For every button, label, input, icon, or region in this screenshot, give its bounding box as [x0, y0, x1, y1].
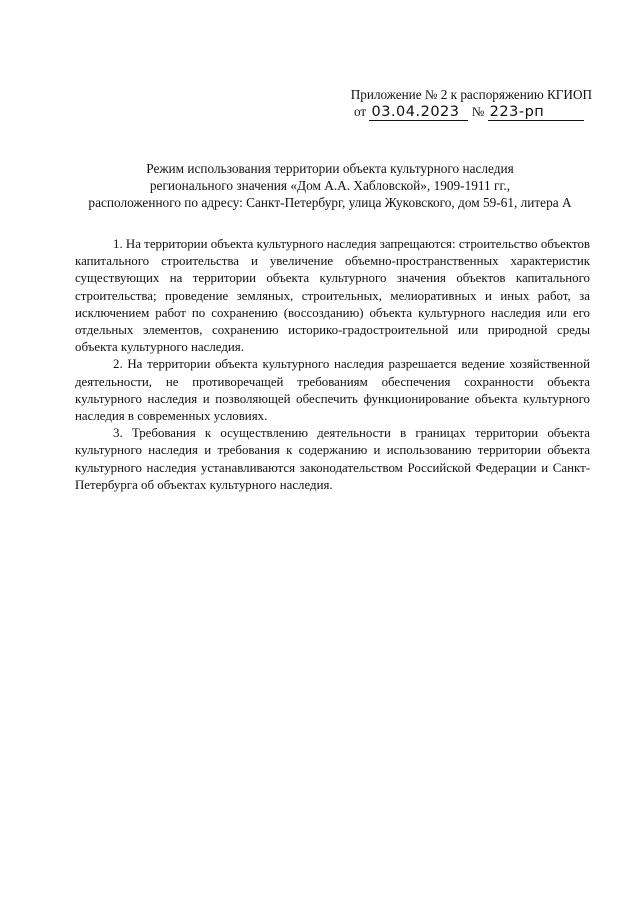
paragraph-3: 3. Требования к осуществлению деятельности в границах территории объекта культурного наследия и требования к содержанию и использованию территории объекта культурного наследия устанавливаются законодательством Российской Федерации и Санкт-Петербурга об объектах культурного наследия. — [75, 426, 590, 492]
appendix-line: Приложение № 2 к распоряжению КГИОП — [350, 87, 592, 102]
document-body — [75, 236, 590, 494]
number-prefix: № — [471, 104, 485, 119]
paragraph-2: 2. На территории объекта культурного наследия разрешается ведение хозяйственной деятельности, не противоречащей требованиям обеспечения сохранности объекта культурного наследия и позволяющей обеспечить функционирование объекта культурного наследия в современных условиях. — [75, 357, 590, 424]
handwritten-date: 03.04.2023 — [369, 105, 468, 121]
title-line-1: Режим использования территории объекта культурного наследия — [146, 161, 514, 176]
document-title — [60, 160, 600, 211]
date-number-line — [332, 103, 592, 121]
title-line-3: расположенного по адресу: Санкт-Петербург, улица Жуковского, дом 59-61, литера А — [88, 195, 572, 210]
handwritten-number: 223-рп — [488, 105, 584, 121]
title-line-2: регионального значения «Дом А.А. Хабловской», 1909-1911 гг., — [149, 178, 511, 193]
appendix-header — [332, 86, 592, 121]
paragraph-1: 1. На территории объекта культурного наследия запрещаются: строительство объектов капитального строительства и увеличение объемно-пространственных характеристик существующих на территории объекта культурного значения объектов капитального строительства; проведение земляных, строительных, мелиоративных и иных работ, за исключением работ по сохранению (воссозданию) объекта культурного наследия или его отдельных элементов, сохранению историко-градостроительной или природной среды объекта культурного наследия. — [75, 237, 590, 355]
date-prefix: от — [354, 104, 367, 119]
